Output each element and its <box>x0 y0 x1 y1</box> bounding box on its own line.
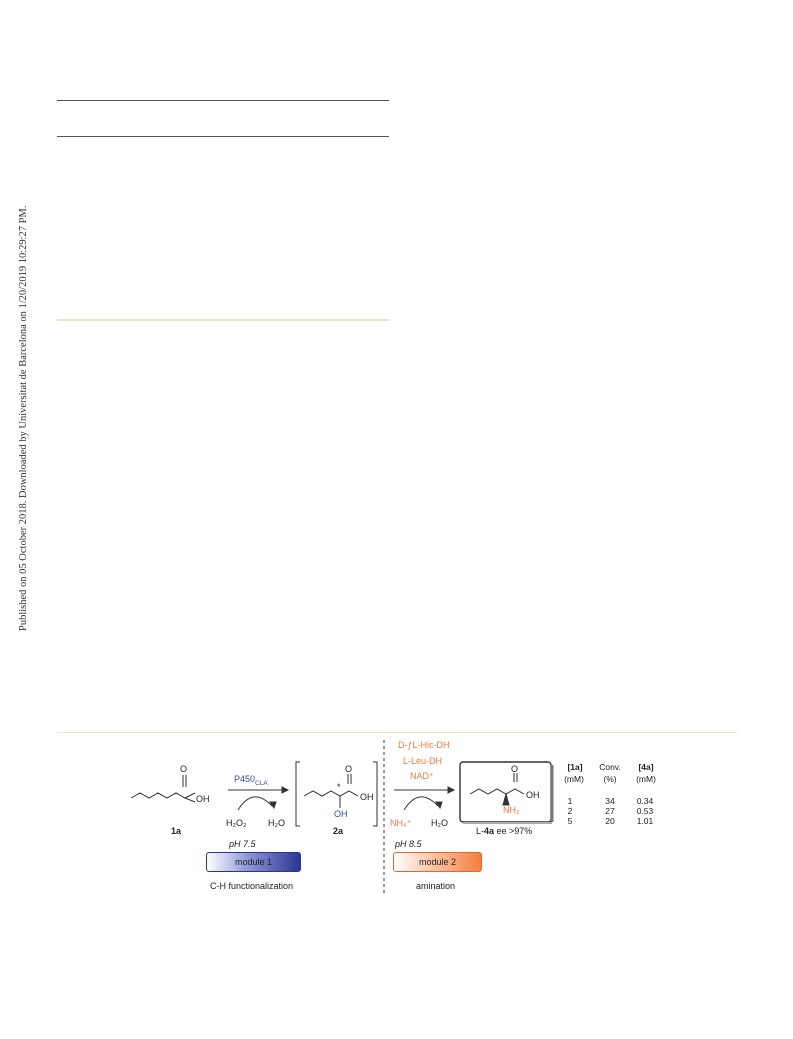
table-cell: 1 <box>567 796 573 806</box>
table-cell: 1.01 <box>636 816 654 826</box>
table-cell: 2 <box>567 806 573 816</box>
label-4a-o: O <box>511 764 519 774</box>
module2-caption: amination <box>416 881 456 891</box>
reaction-scheme <box>0 730 793 900</box>
bracket-left <box>296 762 300 826</box>
label-2a-oh-alpha: OH <box>334 809 348 819</box>
reagent-h2o2: H₂O₂ <box>226 818 247 828</box>
table-cell: 5 <box>567 816 573 826</box>
top-rule-2 <box>57 136 389 137</box>
table-cell: 0.34 <box>636 796 654 806</box>
reagent-h2o-1: H₂O <box>268 818 285 828</box>
table-header-1a: [1a] <box>567 762 583 772</box>
table-header-conv: Conv. <box>599 762 621 772</box>
module1-badge: module 1 <box>206 852 301 872</box>
table-cell: 20 <box>605 816 615 826</box>
reagent-nh4: NH₄⁺ <box>390 818 412 828</box>
enzyme-hic-dh: D-ƒL-Hic-DH <box>398 740 450 750</box>
table-header-4a: [4a] <box>638 762 654 772</box>
structure-1a-chain <box>131 793 195 798</box>
module2-badge: module 2 <box>393 852 482 872</box>
publication-note: Published on 05 October 2018. Downloaded by Universitat de Barcelona on 1/20/2019 10:29:27 PM. <box>18 205 29 631</box>
label-1a-o: O <box>180 764 188 774</box>
table-unit-conv: (%) <box>603 774 617 784</box>
enzyme-leu-dh: L-Leu-DH <box>403 756 443 766</box>
structure-4a-chain <box>470 789 524 794</box>
reagent-h2o-2: H₂O <box>431 818 448 828</box>
cofactor-nad: NAD⁺ <box>410 771 434 781</box>
compound-2a: 2a <box>333 826 344 836</box>
top-rule-1 <box>57 100 389 101</box>
enzyme-p450: $P450_{CLA}$ <box>234 774 268 787</box>
label-2a-o: O <box>345 764 353 774</box>
compound-1a: 1a <box>171 826 182 836</box>
label-4a-nh2: NH₂ <box>503 805 520 815</box>
table-cell: 0.53 <box>636 806 654 816</box>
table-unit-4a: (mM) <box>636 774 656 784</box>
module1-caption: C-H functionalization <box>210 881 294 891</box>
ph-module2: pH 8.5 <box>395 839 422 849</box>
structure-2a-chain <box>304 791 358 796</box>
label-4a-oh: OH <box>526 790 540 800</box>
scheme-structures-svg <box>0 730 793 900</box>
product-caption: L-4a ee >97% <box>476 826 533 836</box>
label-2a-star: * <box>337 782 341 792</box>
table-unit-1a: (mM) <box>564 774 584 784</box>
table-cell: 27 <box>605 806 615 816</box>
label-2a-oh-acid: OH <box>360 792 374 802</box>
section-rule <box>57 319 389 321</box>
label-1a-oh: OH <box>196 794 210 804</box>
table-cell: 34 <box>605 796 615 806</box>
ph-module1: pH 7.5 <box>229 839 256 849</box>
bracket-right <box>373 762 377 826</box>
